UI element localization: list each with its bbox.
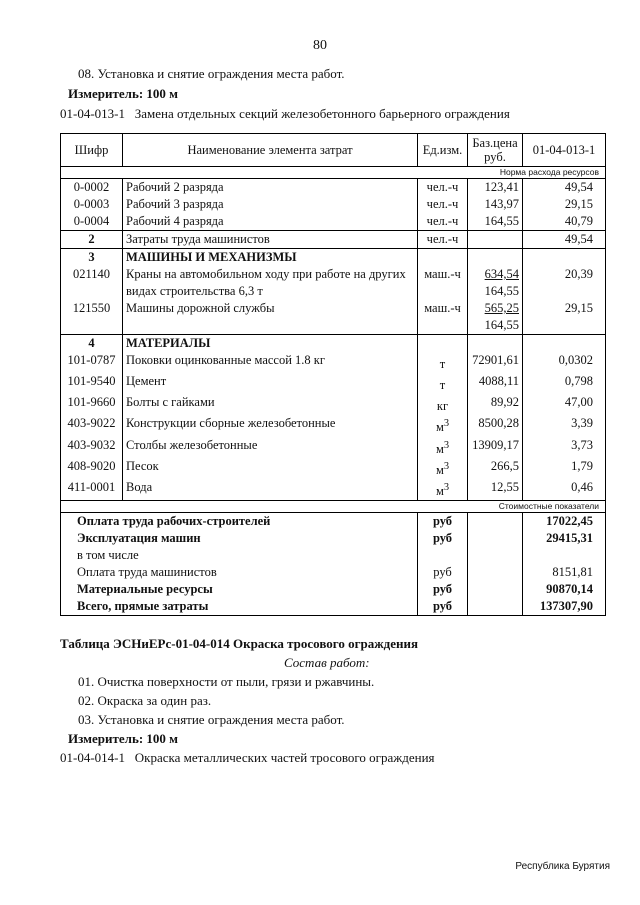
summary-row: в том числе <box>61 547 606 564</box>
work-item: 01. Очистка поверхности от пыли, грязи и ржавчины. <box>78 674 375 689</box>
header-code: Шифр <box>61 134 123 167</box>
work-item: 02. Окраска за один раз. <box>78 693 212 708</box>
footer-region: Республика Бурятия <box>515 861 610 872</box>
summary-row: Оплата труда рабочих-строителей руб 17022,45 <box>61 513 606 531</box>
table-row: 101-0787 Поковки оцинкованные массой 1.8 кг т 72901,61 0,0302 <box>61 352 606 373</box>
page-number: 80 <box>313 38 327 53</box>
header-unit: Ед.изм. <box>418 134 468 167</box>
table-row: 0-0003 Рабочий 3 разряда чел.-ч 143,97 29,15 <box>61 196 606 213</box>
table-row: 101-9660 Болты с гайками кг 89,92 47,00 <box>61 394 606 415</box>
note-norm: Норма расхода ресурсов <box>61 167 606 179</box>
header-norm: 01-04-013-1 <box>523 134 606 167</box>
header-price: Баз.цена руб. <box>468 134 523 167</box>
summary-row: Материальные ресурсы руб 90870,14 <box>61 581 606 598</box>
materials-section: 4 МАТЕРИАЛЫ <box>61 335 606 353</box>
meter-label: Измеритель: 100 м <box>68 731 179 746</box>
code-line: 01-04-014-1 Окраска металлических частей тросового ограждения <box>60 750 435 765</box>
work-item-08: 08. Установка и снятие ограждения места работ. <box>78 66 345 81</box>
resource-table <box>60 133 606 616</box>
operators-row: 2 Затраты труда машинистов чел.-ч 49,54 <box>61 231 606 249</box>
summary-row: Эксплуатация машин руб 29415,31 <box>61 530 606 547</box>
code-line: 01-04-013-1 Замена отдельных секций железобетонного барьерного ограждения <box>60 106 510 121</box>
table-row: 403-9022 Конструкции сборные железобетонные $м^3$ 8500,28 3,39 <box>61 415 606 436</box>
composition-heading: Состав работ: <box>284 655 370 670</box>
table-row: 408-9020 Песок $м^3$ 266,5 1,79 <box>61 458 606 479</box>
table-row: 021140 Краны на автомобильном ходу при работе на других видах строительства 6,3 т маш.-ч 634,54 164,55 20,39 <box>61 266 606 300</box>
table-row: 121550 Машины дорожной службы маш.-ч 565,25 164,55 29,15 <box>61 300 606 335</box>
header-name: Наименование элемента затрат <box>123 134 418 167</box>
work-item: 03. Установка и снятие ограждения места работ. <box>78 712 345 727</box>
table-row: 0-0002 Рабочий 2 разряда чел.-ч 123,41 49,54 <box>61 179 606 197</box>
table-row: 0-0004 Рабочий 4 разряда чел.-ч 164,55 40,79 <box>61 213 606 231</box>
summary-row: Всего, прямые затраты руб 137307,90 <box>61 598 606 616</box>
table-row: 411-0001 Вода $м^3$ 12,55 0,46 <box>61 479 606 501</box>
table-title: Таблица ЭСНиЕРс-01-04-014 Окраска тросового ограждения <box>60 636 419 651</box>
table-row: 101-9540 Цемент т 4088,11 0,798 <box>61 373 606 394</box>
summary-row: Оплата труда машинистов руб 8151,81 <box>61 564 606 581</box>
meter-label: Измеритель: 100 м <box>68 86 179 101</box>
machines-section: 3 МАШИНЫ И МЕХАНИЗМЫ <box>61 249 606 267</box>
table-row: 403-9032 Столбы железобетонные $м^3$ 13909,17 3,73 <box>61 437 606 458</box>
note-cost: Стоимостные показатели <box>61 501 606 513</box>
